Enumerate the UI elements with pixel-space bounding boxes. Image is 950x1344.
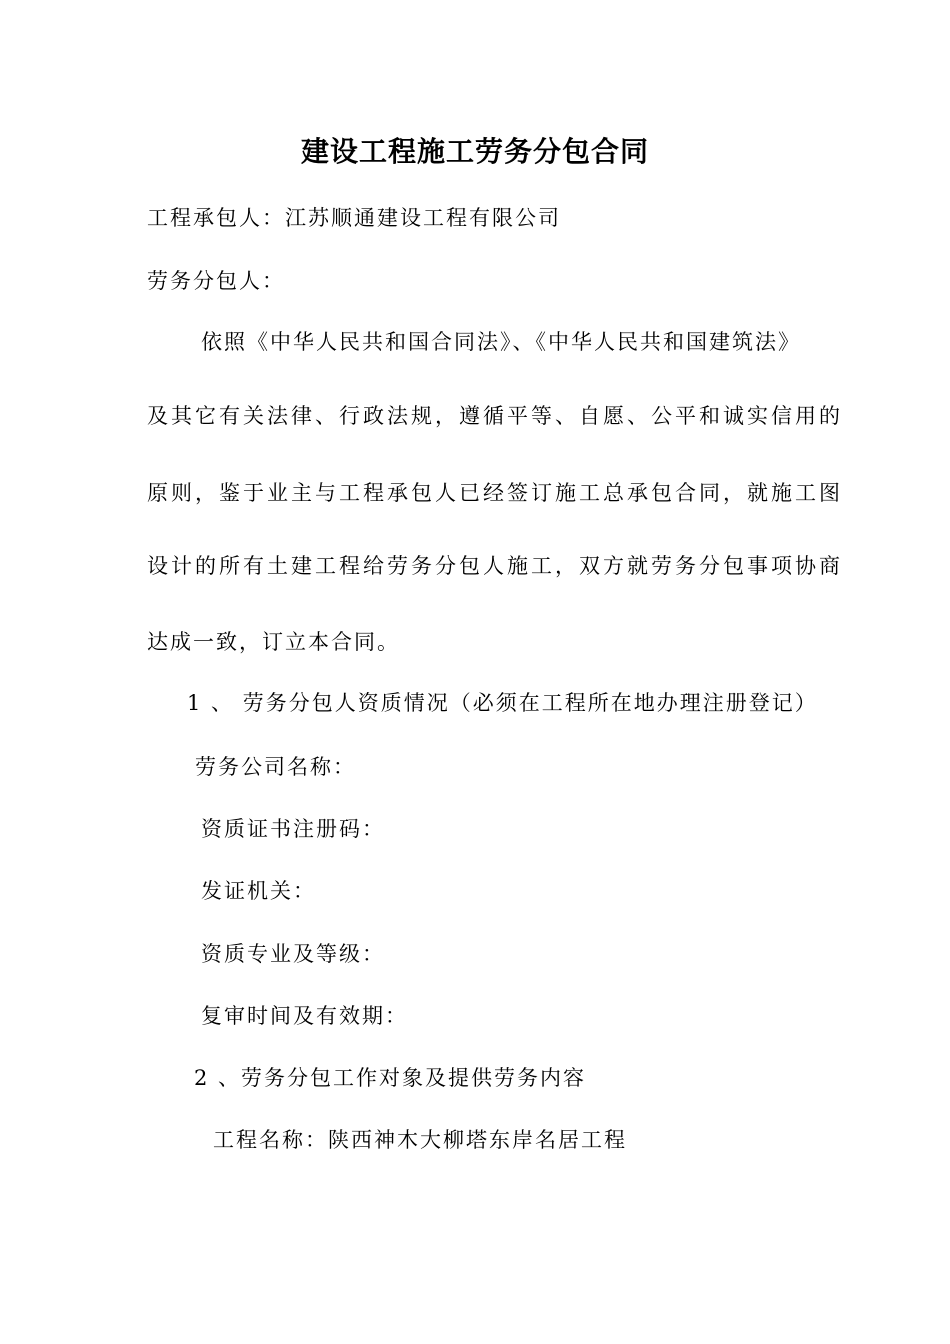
preamble-line-4: 设计的所有土建工程给劳务分包人施工，双方就劳务分包事项协商 <box>147 554 843 578</box>
field-cert-code: 资质证书注册码： <box>201 817 385 841</box>
field-qualification-level: 资质专业及等级： <box>201 942 385 966</box>
preamble-line-5: 达成一致，订立本合同。 <box>147 630 400 654</box>
section2-heading: 2 、劳务分包工作对象及提供劳务内容 <box>194 1066 587 1090</box>
field-company-name: 劳务公司名称： <box>195 755 356 779</box>
preamble-line-1: 依照《中华人民共和国合同法》、《中华人民共和国建筑法》 <box>201 330 801 354</box>
field-review-validity: 复审时间及有效期： <box>201 1004 408 1028</box>
section1-heading: 1 、 劳务分包人资质情况（必须在工程所在地办理注册登记） <box>187 691 818 715</box>
preamble-line-2: 及其它有关法律、行政法规，遵循平等、自愿、公平和诚实信用的 <box>147 404 843 428</box>
contractor-line: 工程承包人：江苏顺通建设工程有限公司 <box>147 206 561 230</box>
project-name: 工程名称：陕西神木大柳塔东岸名居工程 <box>213 1128 627 1152</box>
field-issuing-authority: 发证机关： <box>201 879 316 903</box>
subcontractor-line: 劳务分包人： <box>147 269 285 293</box>
document-title: 建设工程施工劳务分包合同 <box>300 135 649 168</box>
preamble-line-3: 原则，鉴于业主与工程承包人已经签订施工总承包合同，就施工图 <box>147 481 843 505</box>
